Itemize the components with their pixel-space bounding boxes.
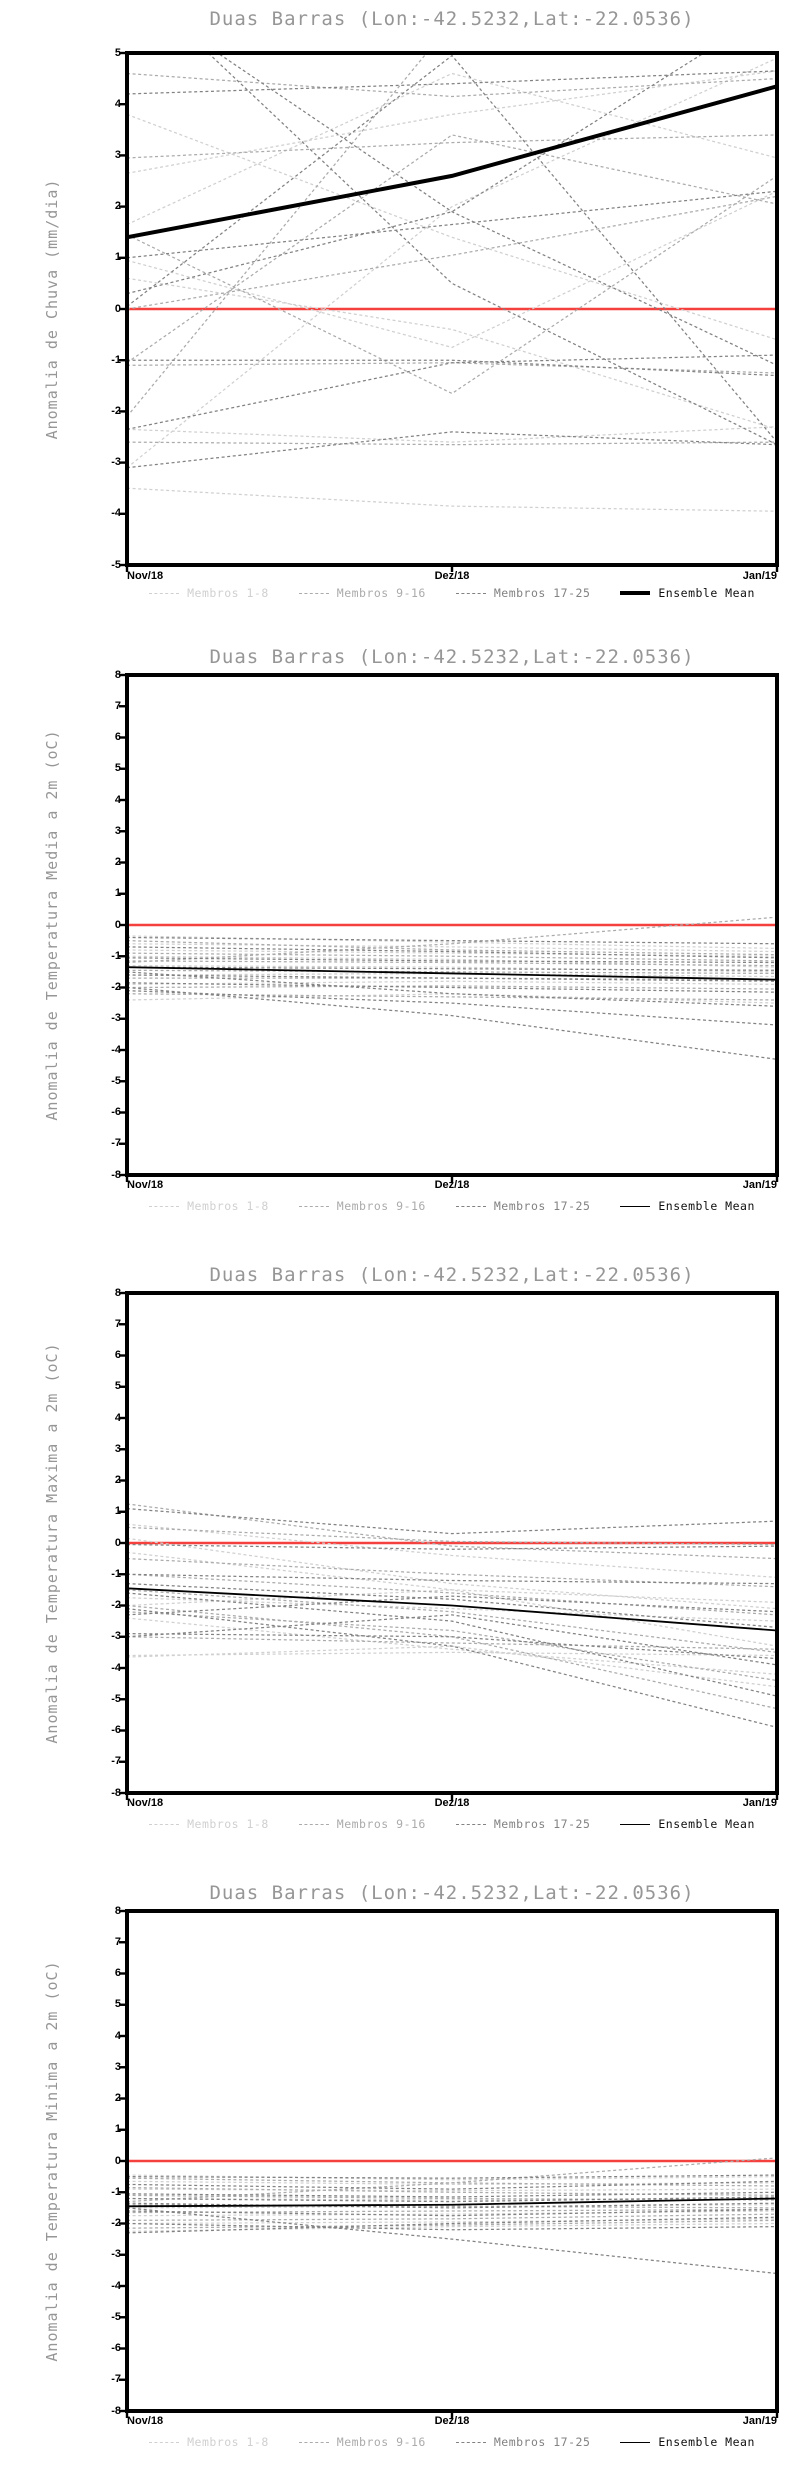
member-line: [127, 2175, 777, 2178]
y-tick-label: 7: [114, 1935, 121, 1948]
y-axis-label: Anomalia de Temperatura Media a 2m (oC): [43, 729, 61, 1121]
y-tick-label: -1: [111, 353, 121, 366]
y-tick-label: -4: [111, 1661, 121, 1674]
dashed-line-swatch: [456, 1824, 486, 1825]
x-tick-label: Nov/18: [127, 570, 164, 582]
member-line: [127, 191, 777, 347]
y-tick-label: -6: [111, 2342, 121, 2354]
y-tick-label: -1: [111, 2185, 121, 2198]
legend-item-members: [456, 586, 591, 600]
member-line: [127, 73, 777, 96]
y-tick-label: 5: [114, 1380, 121, 1393]
x-tick-label: Dez/18: [434, 570, 470, 582]
y-tick-label: 6: [114, 1349, 121, 1361]
legend: [127, 586, 777, 600]
solid-line-swatch: [620, 591, 650, 595]
y-tick-label: -3: [111, 1012, 121, 1025]
y-tick-label: -3: [111, 2248, 121, 2261]
y-tick-label: -7: [111, 1137, 121, 1150]
member-line: [127, 278, 777, 429]
member-line: [127, 0, 777, 445]
legend-item-members: [456, 2435, 591, 2449]
y-tick-label: -8: [111, 2404, 121, 2417]
legend-label: Membros 17-25: [493, 1199, 591, 1213]
legend-label: Membros 1-8: [187, 1199, 269, 1213]
y-tick-label: 6: [114, 1967, 121, 1979]
y-tick-label: 0: [114, 302, 121, 315]
y-tick-label: 1: [114, 1505, 121, 1518]
y-tick-label: -5: [111, 558, 121, 571]
y-tick-label: -1: [111, 1567, 121, 1580]
y-tick-label: -3: [111, 1630, 121, 1643]
member-line: [127, 1574, 777, 1583]
y-tick-label: -5: [111, 1074, 121, 1087]
member-line: [127, 488, 777, 511]
legend-label: Ensemble Mean: [658, 1817, 755, 1831]
y-tick-label: 7: [114, 699, 121, 712]
legend: [127, 1199, 777, 1213]
dashed-line-swatch: [456, 593, 486, 594]
y-tick-label: 2: [114, 200, 121, 213]
legend-label: Membros 9-16: [336, 1817, 426, 1831]
member-line: [127, 58, 777, 468]
y-tick-label: -7: [111, 2373, 121, 2386]
y-tick-label: -8: [111, 1168, 121, 1181]
legend-item-ensemble-mean: [620, 1199, 755, 1213]
y-tick-label: 2: [114, 1474, 121, 1486]
y-tick-label: -4: [111, 2279, 121, 2292]
y-tick-label: 0: [114, 1536, 121, 1549]
y-tick-label: -3: [111, 456, 121, 469]
legend: [127, 2435, 777, 2449]
y-tick-label: 4: [114, 97, 121, 110]
dashed-line-swatch: [299, 2442, 329, 2443]
legend-label: Ensemble Mean: [658, 1199, 755, 1213]
x-tick-label: Dez/18: [434, 2415, 470, 2427]
y-axis-label: Anomalia de Chuva (mm/dia): [43, 178, 61, 440]
member-line: [127, 196, 777, 309]
member-line: [127, 71, 777, 173]
chart-temp-minima: [0, 1854, 800, 2472]
x-tick-label: Dez/18: [434, 1797, 470, 1809]
chart-title: Duas Barras (Lon:-42.5232,Lat:-22.0536): [209, 646, 695, 668]
y-tick-label: 1: [114, 887, 121, 900]
solid-line-swatch: [620, 1824, 650, 1825]
member-line: [127, 114, 777, 339]
y-tick-label: 4: [114, 2029, 121, 2042]
legend-label: Membros 1-8: [187, 1817, 269, 1831]
y-tick-label: 5: [114, 1998, 121, 2011]
member-line: [127, 7, 777, 294]
y-tick-label: 4: [114, 1411, 121, 1424]
x-tick-label: Dez/18: [434, 1179, 470, 1191]
y-tick-label: -2: [111, 1599, 121, 1611]
y-tick-label: 1: [114, 2123, 121, 2136]
chart-title: Duas Barras (Lon:-42.5232,Lat:-22.0536): [209, 1264, 695, 1286]
y-tick-label: 3: [114, 2060, 121, 2073]
y-tick-label: 3: [114, 148, 121, 161]
member-line: [127, 135, 777, 363]
legend-label: Ensemble Mean: [658, 2435, 755, 2449]
y-tick-label: 2: [114, 856, 121, 868]
member-line: [127, 363, 777, 373]
x-tick-label: Jan/19: [742, 1179, 777, 1191]
member-line: [127, 961, 777, 966]
y-tick-label: 1: [114, 251, 121, 264]
legend-label: Membros 9-16: [336, 586, 426, 600]
y-tick-label: 3: [114, 1442, 121, 1455]
y-tick-label: -6: [111, 1106, 121, 1118]
y-tick-label: 5: [114, 762, 121, 775]
x-tick-label: Jan/19: [742, 570, 777, 582]
y-tick-label: -4: [111, 1043, 121, 1056]
member-line: [127, 176, 777, 394]
y-tick-label: -2: [111, 2217, 121, 2229]
member-line: [127, 1509, 777, 1534]
legend-item-members: [456, 1817, 591, 1831]
legend-item-members: [299, 1199, 426, 1213]
legend-item-ensemble-mean: [620, 2435, 755, 2449]
legend-item-members: [149, 1817, 269, 1831]
y-tick-label: -5: [111, 1692, 121, 1705]
dashed-line-swatch: [149, 1824, 179, 1825]
chart-chuva: [0, 0, 800, 618]
y-tick-label: -5: [111, 2310, 121, 2323]
solid-line-swatch: [620, 1206, 650, 1207]
y-tick-label: 6: [114, 731, 121, 743]
y-tick-label: -7: [111, 1755, 121, 1768]
y-tick-label: 8: [114, 668, 121, 681]
y-tick-label: 0: [114, 918, 121, 931]
legend-item-members: [299, 586, 426, 600]
y-axis-label: Anomalia de Temperatura Maxima a 2m (oC): [43, 1342, 61, 1744]
member-line: [127, 1559, 777, 1587]
legend-label: Ensemble Mean: [658, 586, 755, 600]
member-line: [127, 1590, 777, 1606]
legend-label: Membros 9-16: [336, 1199, 426, 1213]
chart-title: Duas Barras (Lon:-42.5232,Lat:-22.0536): [209, 8, 695, 30]
chart-temp-media: [0, 618, 800, 1236]
member-line: [127, 135, 777, 158]
y-tick-label: 5: [114, 46, 121, 59]
legend-item-members: [456, 1199, 591, 1213]
solid-line-swatch: [620, 2442, 650, 2443]
dashed-line-swatch: [149, 2442, 179, 2443]
dashed-line-swatch: [149, 593, 179, 594]
dashed-line-swatch: [299, 1206, 329, 1207]
dashed-line-swatch: [456, 2442, 486, 2443]
member-line: [127, 191, 777, 258]
legend-label: Membros 17-25: [493, 586, 591, 600]
x-tick-label: Nov/18: [127, 2415, 164, 2427]
member-line: [127, 2208, 777, 2274]
chart-temp-maxima: [0, 1236, 800, 1854]
y-tick-label: -4: [111, 507, 121, 520]
member-line: [127, 355, 777, 429]
member-line: [127, 1609, 777, 1728]
x-tick-label: Jan/19: [742, 1797, 777, 1809]
y-tick-label: 0: [114, 2154, 121, 2167]
y-tick-label: -8: [111, 1786, 121, 1799]
legend-item-members: [299, 1817, 426, 1831]
legend-label: Membros 17-25: [493, 2435, 591, 2449]
legend-item-members: [149, 2435, 269, 2449]
y-axis-label: Anomalia de Temperatura Minima a 2m (oC): [43, 1960, 61, 2362]
dashed-line-swatch: [149, 1206, 179, 1207]
x-tick-label: Nov/18: [127, 1179, 164, 1191]
y-tick-label: 8: [114, 1286, 121, 1299]
y-tick-label: -2: [111, 981, 121, 993]
y-tick-label: -6: [111, 1724, 121, 1736]
dashed-line-swatch: [299, 1824, 329, 1825]
legend-item-ensemble-mean: [620, 586, 755, 600]
legend-item-ensemble-mean: [620, 1817, 755, 1831]
member-line: [127, 71, 777, 94]
y-tick-label: 3: [114, 824, 121, 837]
legend-label: Membros 9-16: [336, 2435, 426, 2449]
member-line: [127, 427, 777, 442]
dashed-line-swatch: [456, 1206, 486, 1207]
member-line: [127, 0, 777, 417]
y-tick-label: 4: [114, 793, 121, 806]
legend-label: Membros 17-25: [493, 1817, 591, 1831]
legend: [127, 1817, 777, 1831]
member-line: [127, 1545, 777, 1550]
ensemble-mean-line: [127, 86, 777, 237]
x-tick-label: Jan/19: [742, 2415, 777, 2427]
chart-title: Duas Barras (Lon:-42.5232,Lat:-22.0536): [209, 1882, 695, 1904]
legend-label: Membros 1-8: [187, 586, 269, 600]
dashed-line-swatch: [299, 593, 329, 594]
y-tick-label: 7: [114, 1317, 121, 1330]
y-tick-label: -2: [111, 404, 121, 417]
legend-item-members: [299, 2435, 426, 2449]
legend-item-members: [149, 586, 269, 600]
y-tick-label: 2: [114, 2092, 121, 2104]
member-line: [127, 1637, 777, 1650]
y-tick-label: 8: [114, 1904, 121, 1917]
legend-item-members: [149, 1199, 269, 1213]
y-tick-label: -1: [111, 949, 121, 962]
x-tick-label: Nov/18: [127, 1797, 164, 1809]
member-line: [127, 432, 777, 468]
legend-label: Membros 1-8: [187, 2435, 269, 2449]
